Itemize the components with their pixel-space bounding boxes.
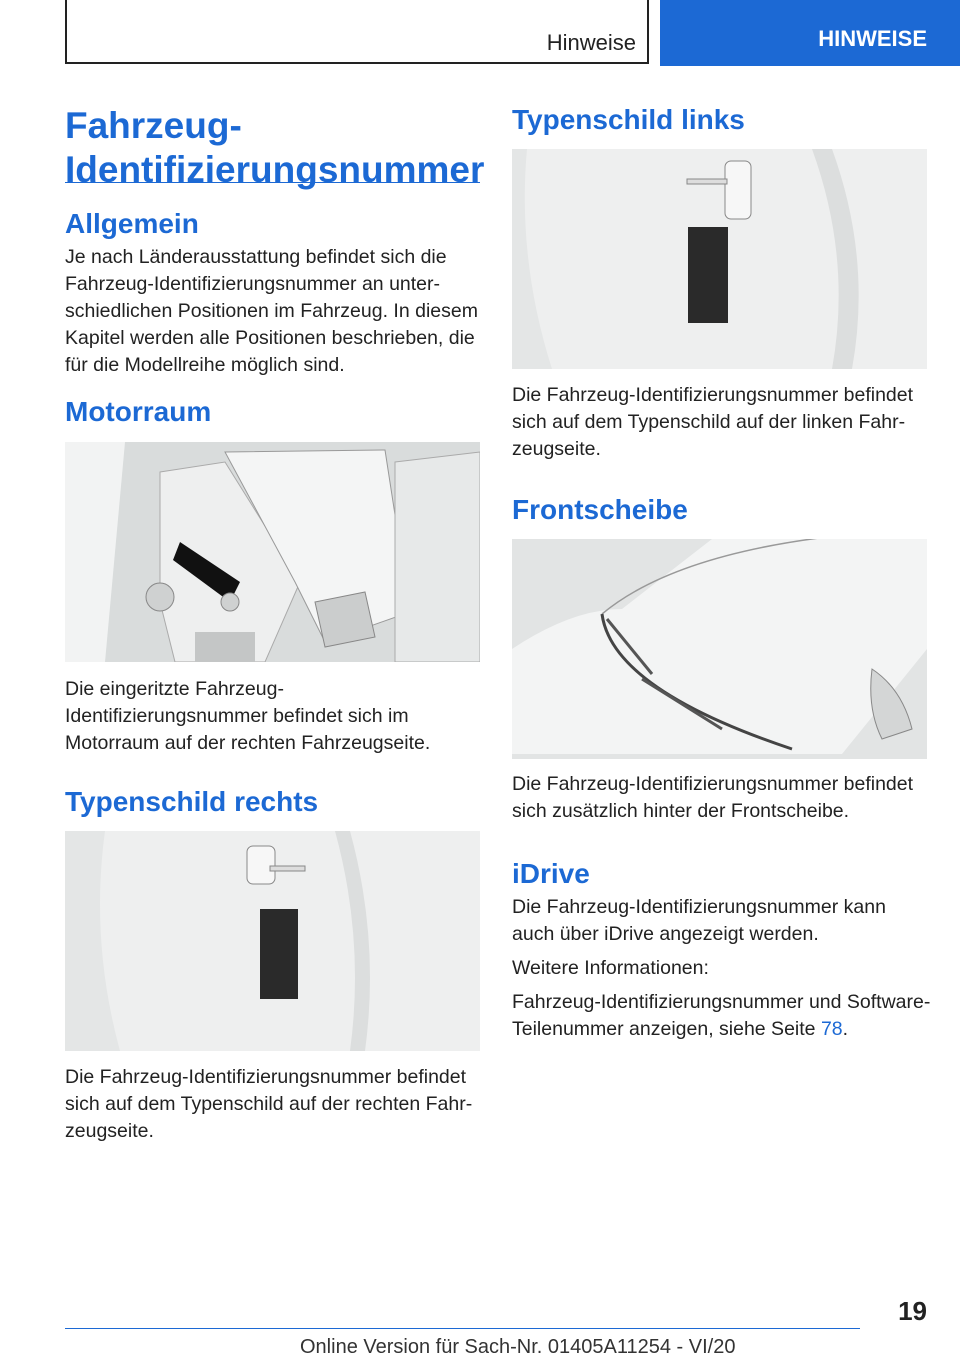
text-typenschild-links: Die Fahrzeug-Identifizierungsnummer befindet sich auf dem Typenschild auf der linken Fahr-zeugseite. bbox=[512, 384, 914, 460]
text-idrive-1: Die Fahrzeug-Identifizierungsnummer kann auch über iDrive angezeigt werden. bbox=[512, 896, 886, 945]
text-idrive-2: Weitere Informationen: bbox=[512, 957, 709, 979]
heading-typenschild-rechts: Typenschild rechts bbox=[65, 786, 319, 817]
page-number: 19 bbox=[898, 1296, 927, 1326]
page-link-78[interactable]: 78 bbox=[820, 1018, 843, 1040]
page-title: Fahrzeug-Identifizierungsnummer bbox=[65, 105, 485, 190]
online-version-note: Online Version für Sach-Nr. 01405A11254 - VI/20 bbox=[300, 1336, 736, 1358]
text-allgemein: Je nach Länderausstattung befindet sich die Fahrzeug-Identifizierungsnummer an unter-schiedlichen Positionen im Fahrzeug. In diesem Kapitel werden alle Positionen beschrieben, die für die Modellreihe möglich sind. bbox=[65, 246, 478, 376]
title-divider bbox=[65, 182, 480, 183]
heading-motorraum: Motorraum bbox=[65, 396, 212, 427]
text-idrive-3-main: Fahrzeug-Identifizierungsnummer und Software-Teilenummer anzeigen, siehe Seite bbox=[512, 991, 931, 1040]
heading-typenschild-links: Typenschild links bbox=[512, 104, 745, 135]
text-frontscheibe: Die Fahrzeug-Identifizierungsnummer befindet sich zusätzlich hinter der Frontscheibe. bbox=[512, 773, 914, 822]
footer-rule bbox=[65, 1328, 860, 1329]
text-motorraum: Die eingeritzte Fahrzeug-Identifizierungsnummer befindet sich im Motorraum auf der rechten Fahrzeugseite. bbox=[65, 678, 431, 754]
type-plate-right-image bbox=[65, 831, 480, 1051]
windshield-image bbox=[512, 539, 927, 759]
idrive-body bbox=[512, 894, 932, 1050]
text-idrive-3 bbox=[512, 989, 932, 1043]
heading-frontscheibe: Frontscheibe bbox=[512, 494, 688, 525]
type-plate-left-image bbox=[512, 149, 927, 369]
heading-idrive: iDrive bbox=[512, 858, 590, 889]
engine-bay-image bbox=[65, 442, 480, 662]
text-idrive-3-end: . bbox=[842, 1018, 849, 1040]
chapter-label: Hinweise bbox=[546, 30, 636, 55]
text-typenschild-rechts: Die Fahrzeug-Identifizierungsnummer befindet sich auf dem Typenschild auf der rechten Fahr-zeugseite. bbox=[65, 1066, 473, 1142]
heading-allgemein: Allgemein bbox=[65, 208, 199, 239]
chapter-tab[interactable] bbox=[660, 0, 960, 66]
chapter-tab-label: HINWEISE bbox=[818, 26, 927, 51]
